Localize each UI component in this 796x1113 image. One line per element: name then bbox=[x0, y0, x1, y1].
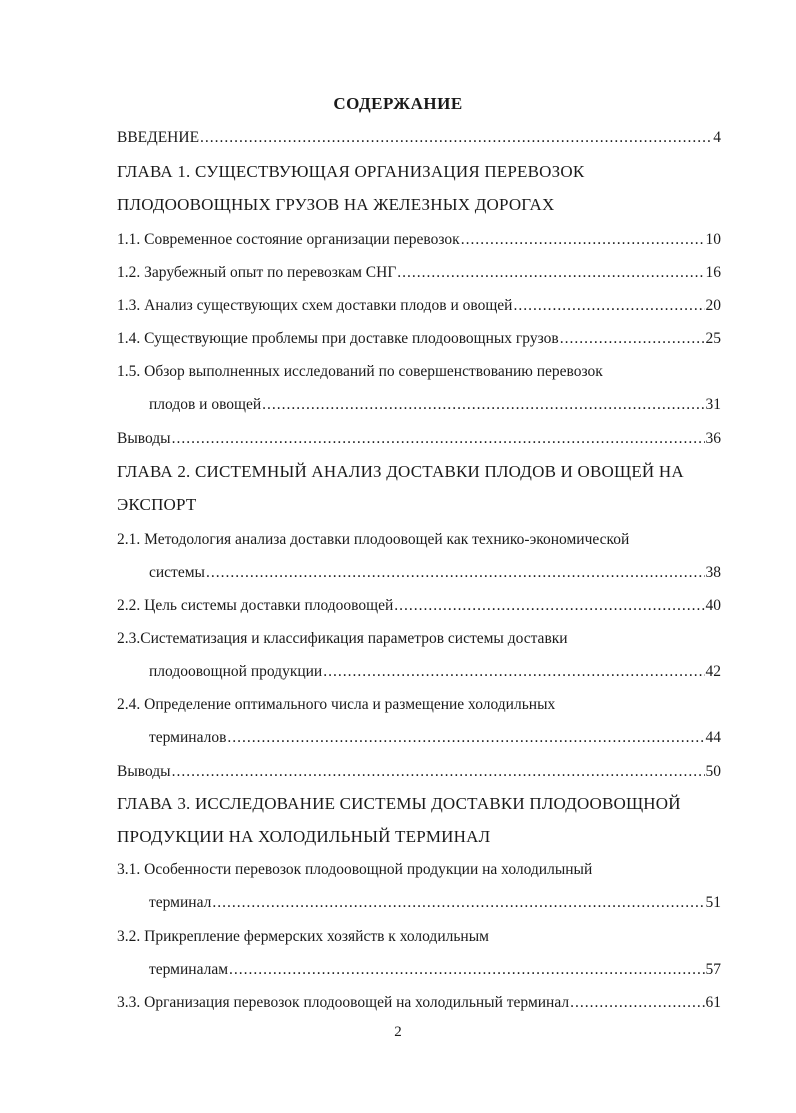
dot-leader bbox=[461, 228, 705, 252]
page-number: 2 bbox=[394, 1024, 402, 1040]
dot-leader bbox=[570, 991, 704, 1015]
toc-page-number: 20 bbox=[705, 297, 721, 314]
dot-leader bbox=[397, 261, 704, 285]
dot-leader bbox=[227, 726, 704, 750]
toc-entry-text: 2.2. Цель системы доставки плодоовощей bbox=[117, 597, 394, 614]
toc-entry-text: ВВЕДЕНИЕ bbox=[117, 129, 200, 146]
toc-page-number: 38 bbox=[705, 564, 721, 581]
toc-page-number: 57 bbox=[705, 961, 721, 978]
toc-entry-1-1 bbox=[117, 228, 721, 252]
chapter-1-heading-line-2: ПЛОДООВОЩНЫХ ГРУЗОВ НА ЖЕЛЕЗНЫХ ДОРОГАХ bbox=[117, 195, 555, 214]
toc-entry-3-1-line-1: 3.1. Особенности перевозок плодоовощной продукции на холодилыный bbox=[117, 861, 593, 878]
toc-page-number: 16 bbox=[705, 264, 721, 281]
toc-entry-1-4 bbox=[117, 327, 721, 351]
dot-leader bbox=[262, 393, 704, 417]
toc-entry-text: 1.4. Существующие проблемы при доставке плодоовощных грузов bbox=[117, 330, 559, 347]
toc-entry-2-1-line-1: 2.1. Методология анализа доставки плодоовощей как технико-экономической bbox=[117, 531, 630, 548]
toc-entry-introduction bbox=[117, 126, 721, 150]
toc-entry-3-2 bbox=[149, 958, 721, 982]
toc-entry-2-1 bbox=[149, 561, 721, 585]
toc-entry-1-5 bbox=[149, 393, 721, 417]
toc-page-number: 31 bbox=[705, 396, 721, 413]
toc-entry-text: терминалам bbox=[149, 961, 229, 978]
toc-entry-text: Выводы bbox=[117, 430, 171, 447]
toc-entry-text: 1.2. Зарубежный опыт по перевозкам СНГ bbox=[117, 264, 397, 281]
toc-entry-1-5-line-1: 1.5. Обзор выполненных исследований по совершенствованию перевозок bbox=[117, 363, 603, 380]
toc-page-number: 25 bbox=[705, 330, 721, 347]
toc-entry-text: системы bbox=[149, 564, 205, 581]
toc-entry-2-2 bbox=[117, 594, 721, 618]
dot-leader bbox=[323, 660, 704, 684]
toc-entry-3-1 bbox=[149, 891, 721, 915]
chapter-2-heading-line-1: ГЛАВА 2. СИСТЕМНЫЙ АНАЛИЗ ДОСТАВКИ ПЛОДОВ И ОВОЩЕЙ НА bbox=[117, 462, 684, 481]
toc-entry-2-3 bbox=[149, 660, 721, 684]
toc-entry-text: плодов и овощей bbox=[149, 396, 262, 413]
toc-entry-2-3-line-1: 2.3.Систематизация и классификация параметров системы доставки bbox=[117, 630, 568, 647]
dot-leader bbox=[200, 126, 712, 150]
dot-leader bbox=[212, 891, 704, 915]
toc-page-number: 40 bbox=[705, 597, 721, 614]
toc-page-number: 44 bbox=[705, 729, 721, 746]
chapter-3-heading-line-2: ПРОДУКЦИИ НА ХОЛОДИЛЬНЫЙ ТЕРМИНАЛ bbox=[117, 827, 491, 846]
toc-entry-2-4-line-1: 2.4. Определение оптимального числа и размещение холодильных bbox=[117, 696, 556, 713]
toc-entry-conclusions-2 bbox=[117, 760, 721, 784]
toc-page-number: 51 bbox=[705, 894, 721, 911]
toc-entry-text: терминалов bbox=[149, 729, 227, 746]
toc-entry-1-3 bbox=[117, 294, 721, 318]
toc-title: СОДЕРЖАНИЕ bbox=[333, 94, 463, 113]
dot-leader bbox=[172, 760, 705, 784]
toc-page-number: 4 bbox=[713, 129, 721, 146]
toc-entry-text: 1.3. Анализ существующих схем доставки плодов и овощей bbox=[117, 297, 513, 314]
toc-entry-conclusions-1 bbox=[117, 427, 721, 451]
dot-leader bbox=[206, 561, 705, 585]
toc-entry-1-2 bbox=[117, 261, 721, 285]
toc-page-number: 50 bbox=[705, 763, 721, 780]
toc-entry-text: 3.3. Организация перевозок плодоовощей на холодильный терминал bbox=[117, 994, 570, 1011]
chapter-1-heading-line-1: ГЛАВА 1. СУЩЕСТВУЮЩАЯ ОРГАНИЗАЦИЯ ПЕРЕВОЗОК bbox=[117, 162, 585, 181]
toc-entry-2-4 bbox=[149, 726, 721, 750]
chapter-3-heading-line-1: ГЛАВА 3. ИССЛЕДОВАНИЕ СИСТЕМЫ ДОСТАВКИ ПЛОДООВОЩНОЙ bbox=[117, 794, 681, 813]
dot-leader bbox=[394, 594, 704, 618]
chapter-2-heading-line-2: ЭКСПОРТ bbox=[117, 495, 197, 514]
dot-leader bbox=[172, 427, 705, 451]
toc-page-number: 61 bbox=[705, 994, 721, 1011]
toc-page-number: 42 bbox=[705, 663, 721, 680]
toc-entry-text: терминал bbox=[149, 894, 212, 911]
dot-leader bbox=[513, 294, 704, 318]
toc-entry-text: Выводы bbox=[117, 763, 171, 780]
toc-entry-3-3 bbox=[117, 991, 721, 1015]
toc-entry-text: 1.1. Современное состояние организации перевозок bbox=[117, 231, 460, 248]
dot-leader bbox=[229, 958, 704, 982]
toc-entry-text: плодоовощной продукции bbox=[149, 663, 323, 680]
toc-page-number: 36 bbox=[705, 430, 721, 447]
dot-leader bbox=[560, 327, 705, 351]
toc-entry-3-2-line-1: 3.2. Прикрепление фермерских хозяйств к холодильным bbox=[117, 928, 489, 945]
toc-page-number: 10 bbox=[705, 231, 721, 248]
